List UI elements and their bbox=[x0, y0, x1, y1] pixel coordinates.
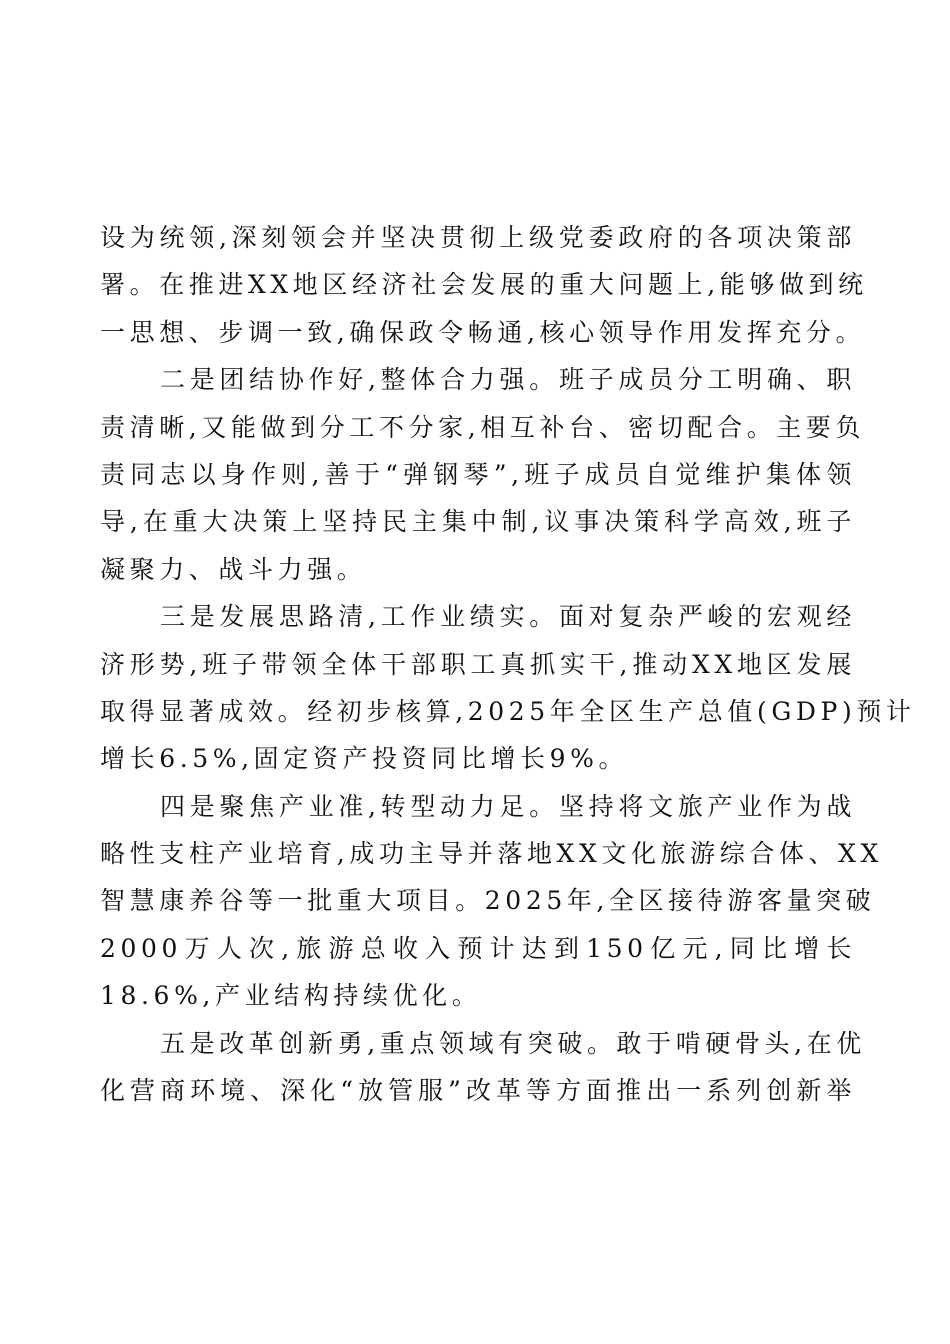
paragraph-development bbox=[100, 593, 916, 783]
text-line: 略性支柱产业培育,成功主导并落地XX文化旅游综合体、XX bbox=[100, 839, 883, 869]
paragraph-industry bbox=[100, 783, 883, 1020]
text-line: 责清晰,又能做到分工不分家,相互补台、密切配合。主要负 bbox=[100, 412, 866, 442]
text-line: 2000万人次,旅游总收入预计达到150亿元,同比增长 bbox=[100, 933, 856, 963]
text-line: 取得显著成效。经初步核算,2025年全区生产总值(GDP)预计 bbox=[100, 696, 916, 726]
text-line: 济形势,班子带领全体干部职工真抓实干,推动XX地区发展 bbox=[100, 649, 856, 679]
text-line: 署。在推进XX地区经济社会发展的重大问题上,能够做到统 bbox=[100, 270, 868, 300]
text-line: 设为统领,深刻领会并坚决贯彻上级党委政府的各项决策部 bbox=[100, 223, 856, 252]
text-line: 五是改革创新勇,重点领域有突破。敢于啃硬骨头,在优 bbox=[160, 1028, 866, 1058]
text-line: 四是聚焦产业准,转型动力足。坚持将文旅产业作为战 bbox=[160, 791, 856, 821]
text-line: 18.6%,产业结构持续优化。 bbox=[100, 981, 482, 1011]
text-line: 增长6.5%,固定资产投资同比增长9%。 bbox=[100, 744, 629, 774]
paragraph-reform bbox=[100, 1020, 866, 1115]
document-page bbox=[100, 214, 916, 1114]
text-line: 化营商环境、深化“放管服”改革等方面推出一系列创新举 bbox=[100, 1076, 856, 1106]
text-line: 三是发展思路清,工作业绩实。面对复杂严峻的宏观经 bbox=[160, 602, 856, 632]
text-line: 凝聚力、战斗力强。 bbox=[100, 554, 367, 584]
paragraph-unity bbox=[100, 356, 866, 593]
text-line: 导,在重大决策上坚持民主集中制,议事决策科学高效,班子 bbox=[100, 507, 856, 537]
text-line: 二是团结协作好,整体合力强。班子成员分工明确、职 bbox=[160, 365, 856, 395]
text-line: 智慧康养谷等一批重大项目。2025年,全区接待游客量突破 bbox=[100, 886, 876, 916]
text-line: 责同志以身作则,善于“弹钢琴”,班子成员自觉维护集体领 bbox=[100, 459, 856, 489]
text-line: 一思想、步调一致,确保政令畅通,核心领导作用发挥充分。 bbox=[100, 317, 866, 347]
paragraph-continuation bbox=[100, 214, 868, 356]
